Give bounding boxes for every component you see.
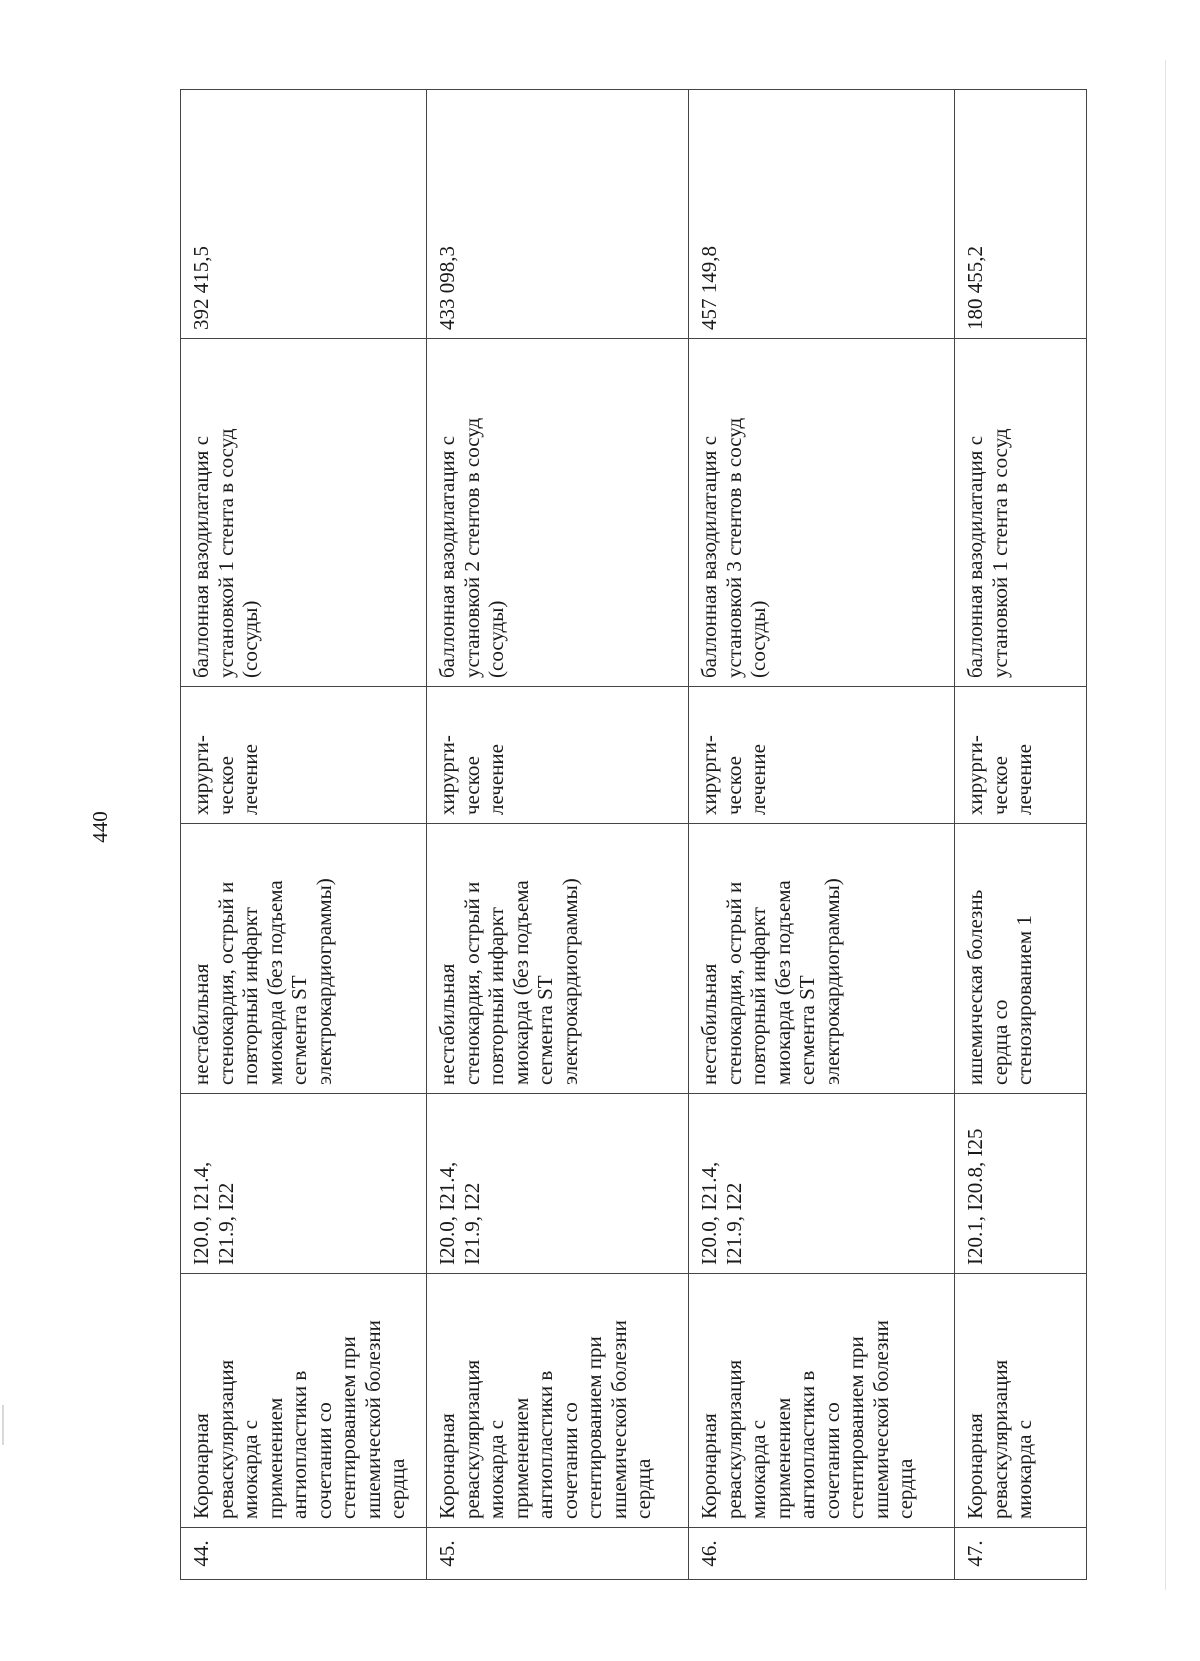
page-number: 440: [88, 811, 112, 843]
procedure-name-cell: Коронарная реваскуляризация миокарда с применением ангиопластики в сочетании со стентированием при ишемической болезни сердца: [181, 1274, 427, 1528]
diagnosis-cell: ишемическая болезнь сердца со стенозированием 1: [955, 824, 1087, 1094]
table-row: [689, 90, 955, 1580]
treatment-type-cell: хирурги- ческое лечение: [427, 687, 689, 824]
cost-cell: 433 098,3: [427, 90, 689, 339]
procedure-name-cell: Коронарная реваскуляризация миокарда с: [955, 1274, 1087, 1528]
treatment-type-cell: хирурги- ческое лечение: [181, 687, 427, 824]
procedures-table: [180, 89, 1087, 1580]
icd-codes-cell: I20.0, I21.4, I21.9, I22: [689, 1094, 955, 1274]
treatment-method-cell: баллонная вазодилатация с установкой 3 стентов в сосуд (сосуды): [689, 339, 955, 687]
scan-mark-left: [2, 1405, 4, 1445]
diagnosis-cell: нестабильная стенокардия, острый и повторный инфаркт миокарда (без подъема сегмента ST электрокардиограммы): [181, 824, 427, 1094]
cost-cell: 180 455,2: [955, 90, 1087, 339]
treatment-method-cell: баллонная вазодилатация с установкой 1 стента в сосуд: [955, 339, 1087, 687]
row-number-cell: 47.: [955, 1528, 1087, 1580]
cost-cell: 457 149,8: [689, 90, 955, 339]
icd-codes-cell: I20.1, I20.8, I25: [955, 1094, 1087, 1274]
rotated-table-container: [180, 90, 1086, 1580]
icd-codes-cell: I20.0, I21.4, I21.9, I22: [427, 1094, 689, 1274]
treatment-type-cell: хирурги- ческое лечение: [955, 687, 1087, 824]
diagnosis-cell: нестабильная стенокардия, острый и повторный инфаркт миокарда (без подъема сегмента ST электрокардиограммы): [689, 824, 955, 1094]
table-row: [181, 90, 427, 1580]
procedure-name-cell: Коронарная реваскуляризация миокарда с применением ангиопластики в сочетании со стентированием при ишемической болезни сердца: [427, 1274, 689, 1528]
scan-mark-right: [1165, 60, 1166, 1590]
treatment-method-cell: баллонная вазодилатация с установкой 2 стентов в сосуд (сосуды): [427, 339, 689, 687]
procedure-name-cell: Коронарная реваскуляризация миокарда с применением ангиопластики в сочетании со стентированием при ишемической болезни сердца: [689, 1274, 955, 1528]
icd-codes-cell: I20.0, I21.4, I21.9, I22: [181, 1094, 427, 1274]
table-row: [955, 90, 1087, 1580]
diagnosis-cell: нестабильная стенокардия, острый и повторный инфаркт миокарда (без подъема сегмента ST электрокардиограммы): [427, 824, 689, 1094]
row-number-cell: 44.: [181, 1528, 427, 1580]
treatment-method-cell: баллонная вазодилатация с установкой 1 стента в сосуд (сосуды): [181, 339, 427, 687]
row-number-cell: 45.: [427, 1528, 689, 1580]
cost-cell: 392 415,5: [181, 90, 427, 339]
row-number-cell: 46.: [689, 1528, 955, 1580]
table-row: [427, 90, 689, 1580]
treatment-type-cell: хирурги- ческое лечение: [689, 687, 955, 824]
